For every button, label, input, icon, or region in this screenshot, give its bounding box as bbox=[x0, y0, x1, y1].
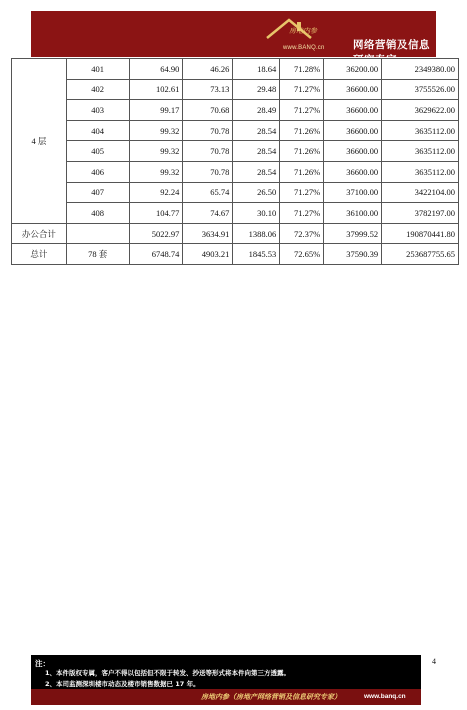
total-value-cell: 37999.52 bbox=[324, 223, 382, 244]
table-cell: 64.90 bbox=[129, 59, 183, 80]
table-cell: 3755526.00 bbox=[382, 79, 459, 100]
table-cell: 36100.00 bbox=[324, 203, 382, 224]
banner-url: www.BANQ.cn bbox=[283, 45, 325, 51]
unit-number-cell: 407 bbox=[66, 182, 129, 203]
table-row bbox=[12, 79, 459, 100]
note-line-1: 1、本件版权专属，客户不得以包括但不限于转发、抄送等形式将本件向第三方透露。 bbox=[45, 669, 291, 677]
table-cell: 99.32 bbox=[129, 161, 183, 182]
table-row bbox=[12, 161, 459, 182]
table-cell: 71.27% bbox=[280, 182, 324, 203]
table-row bbox=[12, 182, 459, 203]
page-number: 4 bbox=[432, 657, 436, 666]
total-value-cell: 1845.53 bbox=[233, 244, 280, 265]
table-cell: 71.27% bbox=[280, 100, 324, 121]
table-cell: 3782197.00 bbox=[382, 203, 459, 224]
total-value-cell: 5022.97 bbox=[129, 223, 183, 244]
grand-total-row bbox=[12, 244, 459, 265]
total-label-cell: 总计 bbox=[12, 244, 67, 265]
table-cell: 29.48 bbox=[233, 79, 280, 100]
total-label-cell: 办公合计 bbox=[12, 223, 67, 244]
table-cell: 37100.00 bbox=[324, 182, 382, 203]
total-value-cell: 1388.06 bbox=[233, 223, 280, 244]
table-cell: 3629622.00 bbox=[382, 100, 459, 121]
total-value-cell: 253687755.65 bbox=[382, 244, 459, 265]
table-cell: 92.24 bbox=[129, 182, 183, 203]
table-cell: 26.50 bbox=[233, 182, 280, 203]
table-cell: 36600.00 bbox=[324, 141, 382, 162]
table-cell: 70.68 bbox=[183, 100, 233, 121]
table-cell: 70.78 bbox=[183, 141, 233, 162]
table-cell: 28.54 bbox=[233, 120, 280, 141]
table-cell: 2349380.00 bbox=[382, 59, 459, 80]
total-value-cell: 37590.39 bbox=[324, 244, 382, 265]
total-value-cell: 190870441.80 bbox=[382, 223, 459, 244]
table-cell: 73.13 bbox=[183, 79, 233, 100]
total-value-cell: 4903.21 bbox=[183, 244, 233, 265]
table-cell: 36600.00 bbox=[324, 100, 382, 121]
table-cell: 36600.00 bbox=[324, 79, 382, 100]
total-units-cell: 78 套 bbox=[66, 244, 129, 265]
table-cell: 102.61 bbox=[129, 79, 183, 100]
table-row bbox=[12, 141, 459, 162]
table-row bbox=[12, 59, 459, 80]
unit-number-cell: 403 bbox=[66, 100, 129, 121]
unit-number-cell: 402 bbox=[66, 79, 129, 100]
table-row bbox=[12, 203, 459, 224]
footer-brand: 房地内参（房地产网络营销及信息研究专家） bbox=[201, 692, 341, 701]
unit-number-cell: 406 bbox=[66, 161, 129, 182]
total-value-cell: 72.65% bbox=[280, 244, 324, 265]
table-cell: 36600.00 bbox=[324, 120, 382, 141]
table-cell: 70.78 bbox=[183, 161, 233, 182]
footer-url: www.banq.cn bbox=[364, 693, 406, 700]
table-cell: 99.32 bbox=[129, 141, 183, 162]
unit-number-cell: 401 bbox=[66, 59, 129, 80]
table-cell: 3635112.00 bbox=[382, 161, 459, 182]
table-cell: 71.27% bbox=[280, 79, 324, 100]
table-cell: 3635112.00 bbox=[382, 120, 459, 141]
note-title: 注： bbox=[35, 659, 50, 668]
total-value-cell: 6748.74 bbox=[129, 244, 183, 265]
table-cell: 71.27% bbox=[280, 203, 324, 224]
unit-number-cell: 405 bbox=[66, 141, 129, 162]
table-cell: 71.26% bbox=[280, 120, 324, 141]
table-cell: 99.32 bbox=[129, 120, 183, 141]
note-line-2: 2、本司监测深圳楼市动态及楼市销售数据已 17 年。 bbox=[45, 680, 200, 688]
table-cell: 46.26 bbox=[183, 59, 233, 80]
table-row bbox=[12, 120, 459, 141]
table-cell: 28.49 bbox=[233, 100, 280, 121]
table-cell: 30.10 bbox=[233, 203, 280, 224]
total-value-cell: 72.37% bbox=[280, 223, 324, 244]
table-cell: 28.54 bbox=[233, 141, 280, 162]
table-cell: 71.26% bbox=[280, 141, 324, 162]
table-cell: 74.67 bbox=[183, 203, 233, 224]
table-cell: 104.77 bbox=[129, 203, 183, 224]
unit-number-cell: 408 bbox=[66, 203, 129, 224]
office-total-row bbox=[12, 223, 459, 244]
table-cell: 36600.00 bbox=[324, 161, 382, 182]
table-cell: 3422104.00 bbox=[382, 182, 459, 203]
table-cell: 70.78 bbox=[183, 120, 233, 141]
table-cell: 71.26% bbox=[280, 161, 324, 182]
footer-notes bbox=[31, 655, 421, 705]
table-cell: 36200.00 bbox=[324, 59, 382, 80]
table-cell: 18.64 bbox=[233, 59, 280, 80]
header-banner bbox=[31, 11, 436, 66]
table-cell: 28.54 bbox=[233, 161, 280, 182]
table-cell: 65.74 bbox=[183, 182, 233, 203]
floor-label-cell: 4 层 bbox=[12, 59, 67, 224]
total-value-cell: 3634.91 bbox=[183, 223, 233, 244]
sales-data-table bbox=[11, 58, 459, 265]
unit-number-cell: 404 bbox=[66, 120, 129, 141]
table-cell: 99.17 bbox=[129, 100, 183, 121]
table-cell: 3635112.00 bbox=[382, 141, 459, 162]
banner-slogan: 房地内参 bbox=[289, 27, 317, 35]
footer-strip bbox=[31, 689, 421, 705]
banner-company-name: 网络营销及信息研究专家 bbox=[353, 39, 430, 66]
table-cell: 71.28% bbox=[280, 59, 324, 80]
total-units-cell bbox=[66, 223, 129, 244]
table-row bbox=[12, 100, 459, 121]
